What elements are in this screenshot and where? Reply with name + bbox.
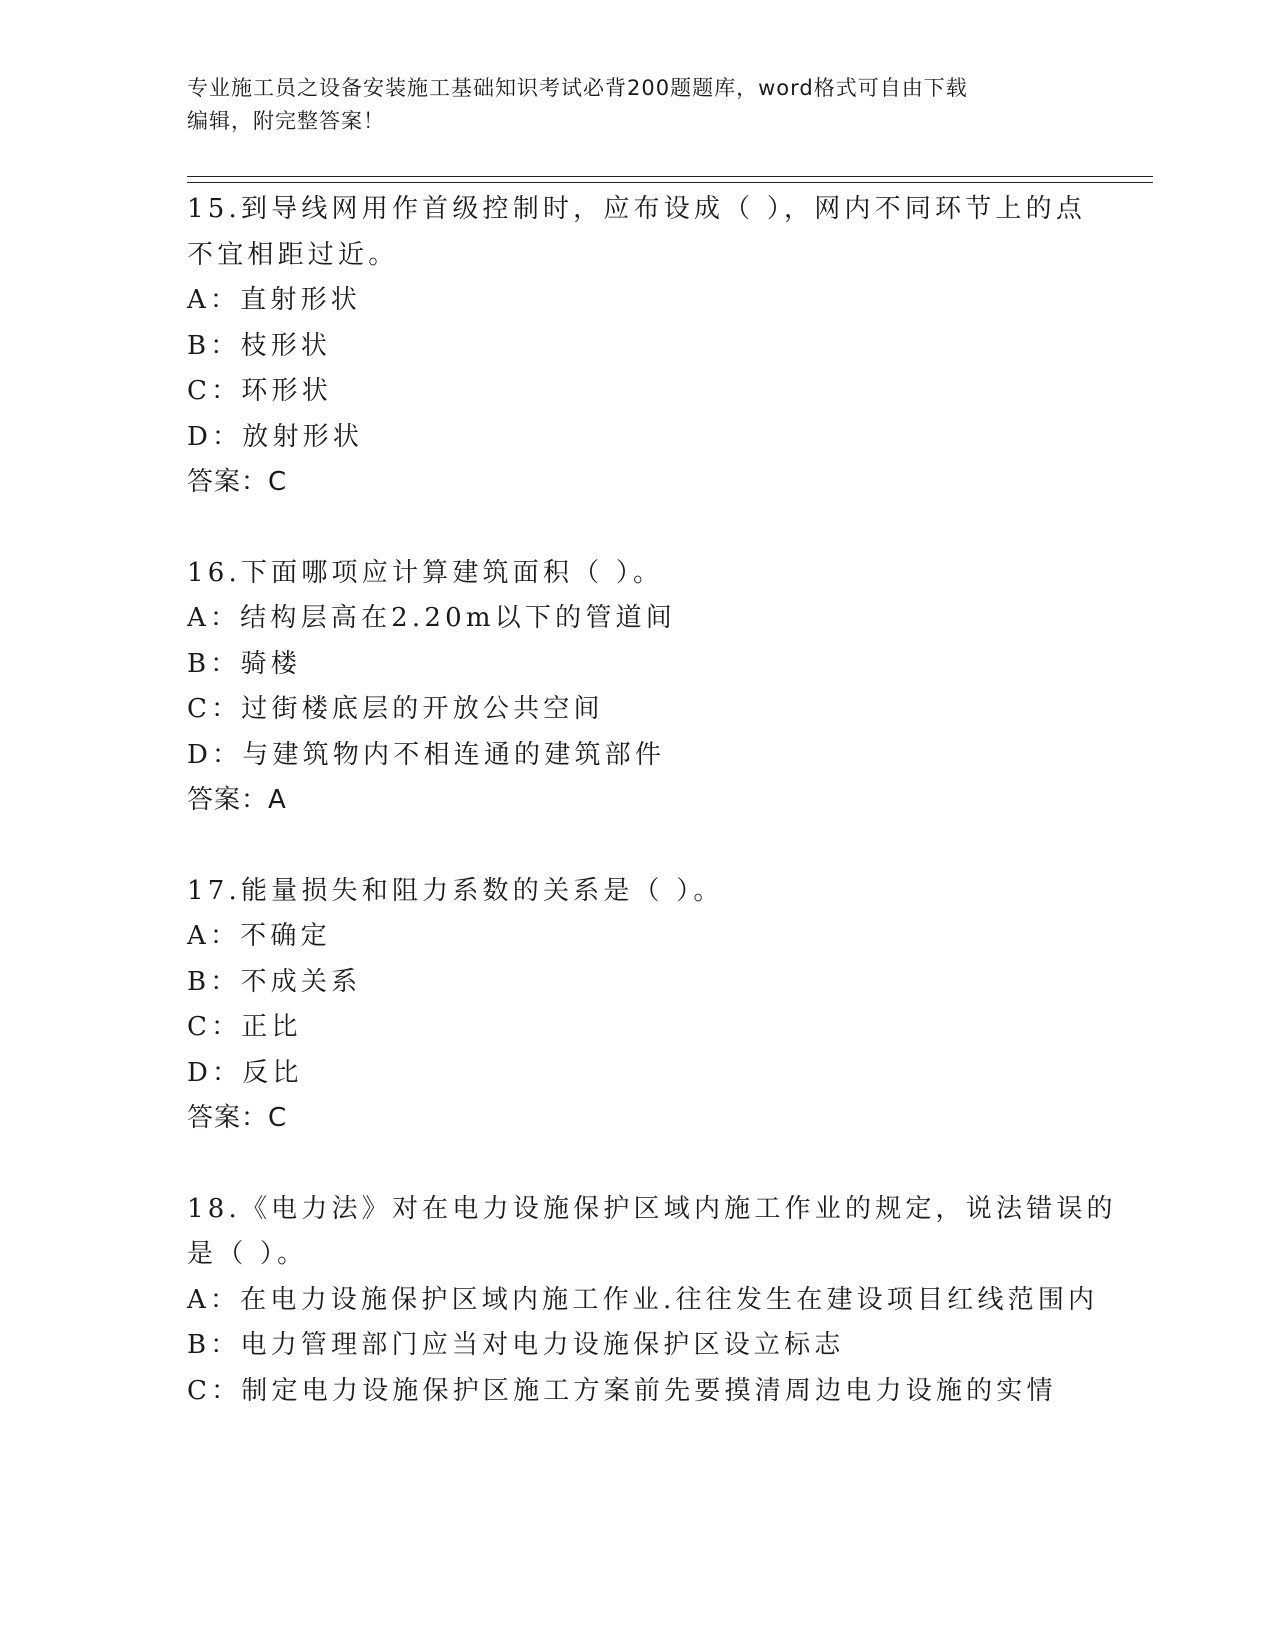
- option-d: D：反比: [187, 1057, 303, 1088]
- option-d: D：与建筑物内不相连通的建筑部件: [187, 739, 666, 770]
- answer: 答案：C: [187, 467, 288, 497]
- option-a: A：不确定: [187, 921, 331, 951]
- option-a: A：直射形状: [187, 285, 361, 315]
- question-stem: 15.到导线网用作首级控制时，应布设成（ ），网内不同环节上的点: [187, 194, 1087, 224]
- question-stem-continued: 不宜相距过近。: [187, 239, 399, 270]
- option-c: C：环形状: [187, 376, 332, 406]
- option-a: A：结构层高在2.20m以下的管道间: [187, 603, 676, 633]
- option-a: A：在电力设施保护区域内施工作业.往往发生在建设项目红线范围内: [187, 1284, 1099, 1315]
- option-d: D：放射形状: [187, 421, 364, 452]
- question-list: [187, 187, 1117, 1459]
- question-17: [187, 869, 1087, 1142]
- question-15: [187, 187, 1087, 506]
- option-c: C：过街楼底层的开放公共空间: [187, 694, 604, 724]
- question-16: [187, 551, 1087, 824]
- document-header: [187, 72, 1067, 138]
- question-stem: 16.下面哪项应计算建筑面积（ ）。: [187, 557, 664, 588]
- question-stem: 17.能量损失和阻力系数的关系是（ ）。: [187, 875, 724, 906]
- question-stem-continued: 是（ ）。: [187, 1239, 308, 1269]
- question-18: [187, 1187, 1117, 1415]
- option-c: C：正比: [187, 1012, 302, 1042]
- question-stem: 18.《电力法》对在电力设施保护区域内施工作业的规定，说法错误的: [187, 1193, 1117, 1224]
- option-b: B：骑楼: [187, 648, 301, 679]
- option-c: C：制定电力设施保护区施工方案前先要摸清周边电力设施的实情: [187, 1375, 1057, 1406]
- header-divider-bottom: [187, 182, 1153, 183]
- answer: 答案：A: [187, 785, 287, 815]
- answer: 答案：C: [187, 1103, 288, 1133]
- header-line-1: 专业施工员之设备安装施工基础知识考试必背200题题库，word格式可自由下载: [187, 76, 968, 100]
- option-b: B：枝形状: [187, 330, 332, 361]
- option-b: B：电力管理部门应当对电力设施保护区设立标志: [187, 1330, 845, 1360]
- header-divider-top: [187, 176, 1153, 177]
- option-b: B：不成关系: [187, 966, 362, 997]
- header-line-2: 编辑，附完整答案！: [187, 109, 385, 133]
